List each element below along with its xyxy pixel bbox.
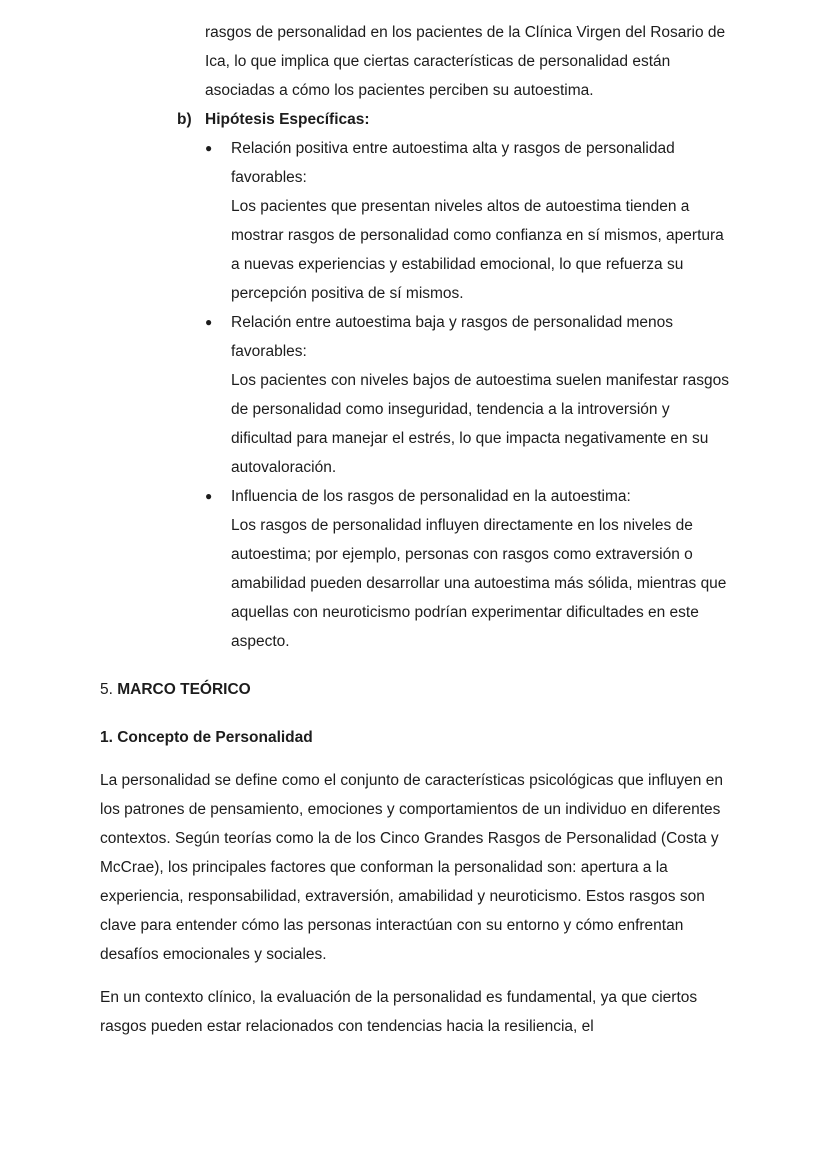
bullet-lead: Influencia de los rasgos de personalidad en la autoestima: <box>231 488 631 505</box>
bullet-content <box>231 308 733 482</box>
bullet-item <box>205 134 733 308</box>
bullet-icon: ● <box>205 315 213 329</box>
hypotheses-heading <box>100 105 733 134</box>
bullet-content <box>231 482 733 656</box>
bullet-lead: Relación entre autoestima baja y rasgos de personalidad menos favorables: <box>231 314 674 360</box>
section-heading-marco-teorico <box>100 675 733 704</box>
section-number: 5. <box>100 681 113 698</box>
bullet-lead: Relación positiva entre autoestima alta y rasgos de personalidad favorables: <box>231 140 675 186</box>
body-paragraph: La personalidad se define como el conjunto de características psicológicas que influyen en los patrones de pensamiento, emociones y comportamientos de un individuo en diferentes contextos. Según teorías como la de los Cinco Grandes Rasgos de Personalidad (Costa y McCrae), los principales factores que conforman la personalidad son: apertura a la experiencia, responsabilidad, extraversión, amabilidad y neuroticismo. Estos rasgos son clave para entender cómo las personas interactúan con su entorno y cómo enfrentan desafíos emocionales y sociales. <box>100 772 723 963</box>
bullet-icon: ● <box>205 141 213 155</box>
section-title: MARCO TEÓRICO <box>117 681 251 698</box>
bullet-icon: ● <box>205 489 213 503</box>
continuation-paragraph: rasgos de personalidad en los pacientes de la Clínica Virgen del Rosario de Ica, lo que implica que ciertas características de personalidad están asociadas a cómo los pacientes perciben su autoestima. <box>205 24 726 99</box>
subsection-heading-concepto-personalidad: 1. Concepto de Personalidad <box>100 729 313 746</box>
bullet-body: Los rasgos de personalidad influyen directamente en los niveles de autoestima; por ejemplo, personas con rasgos como extraversión o amabilidad pueden desarrollar una autoestima más sólida, mientras que aquellas con neuroticismo podrían experimentar dificultades en este aspecto. <box>231 517 727 650</box>
bullet-item <box>205 482 733 656</box>
bullet-item <box>205 308 733 482</box>
body-paragraph: En un contexto clínico, la evaluación de la personalidad es fundamental, ya que ciertos rasgos pueden estar relacionados con tendencias hacia la resiliencia, el <box>100 989 698 1035</box>
bullet-content <box>231 134 733 308</box>
bullet-body: Los pacientes con niveles bajos de autoestima suelen manifestar rasgos de personalidad como inseguridad, tendencia a la introversión y dificultad para manejar el estrés, lo que impacta negativamente en su autovaloración. <box>231 372 730 476</box>
list-marker: b) <box>177 111 192 128</box>
bullet-body: Los pacientes que presentan niveles altos de autoestima tienden a mostrar rasgos de personalidad como confianza en sí mismos, apertura a nuevas experiencias y estabilidad emocional, lo que refuerza su percepción positiva de sí mismos. <box>231 198 724 302</box>
hypotheses-title: Hipótesis Específicas: <box>205 111 370 128</box>
